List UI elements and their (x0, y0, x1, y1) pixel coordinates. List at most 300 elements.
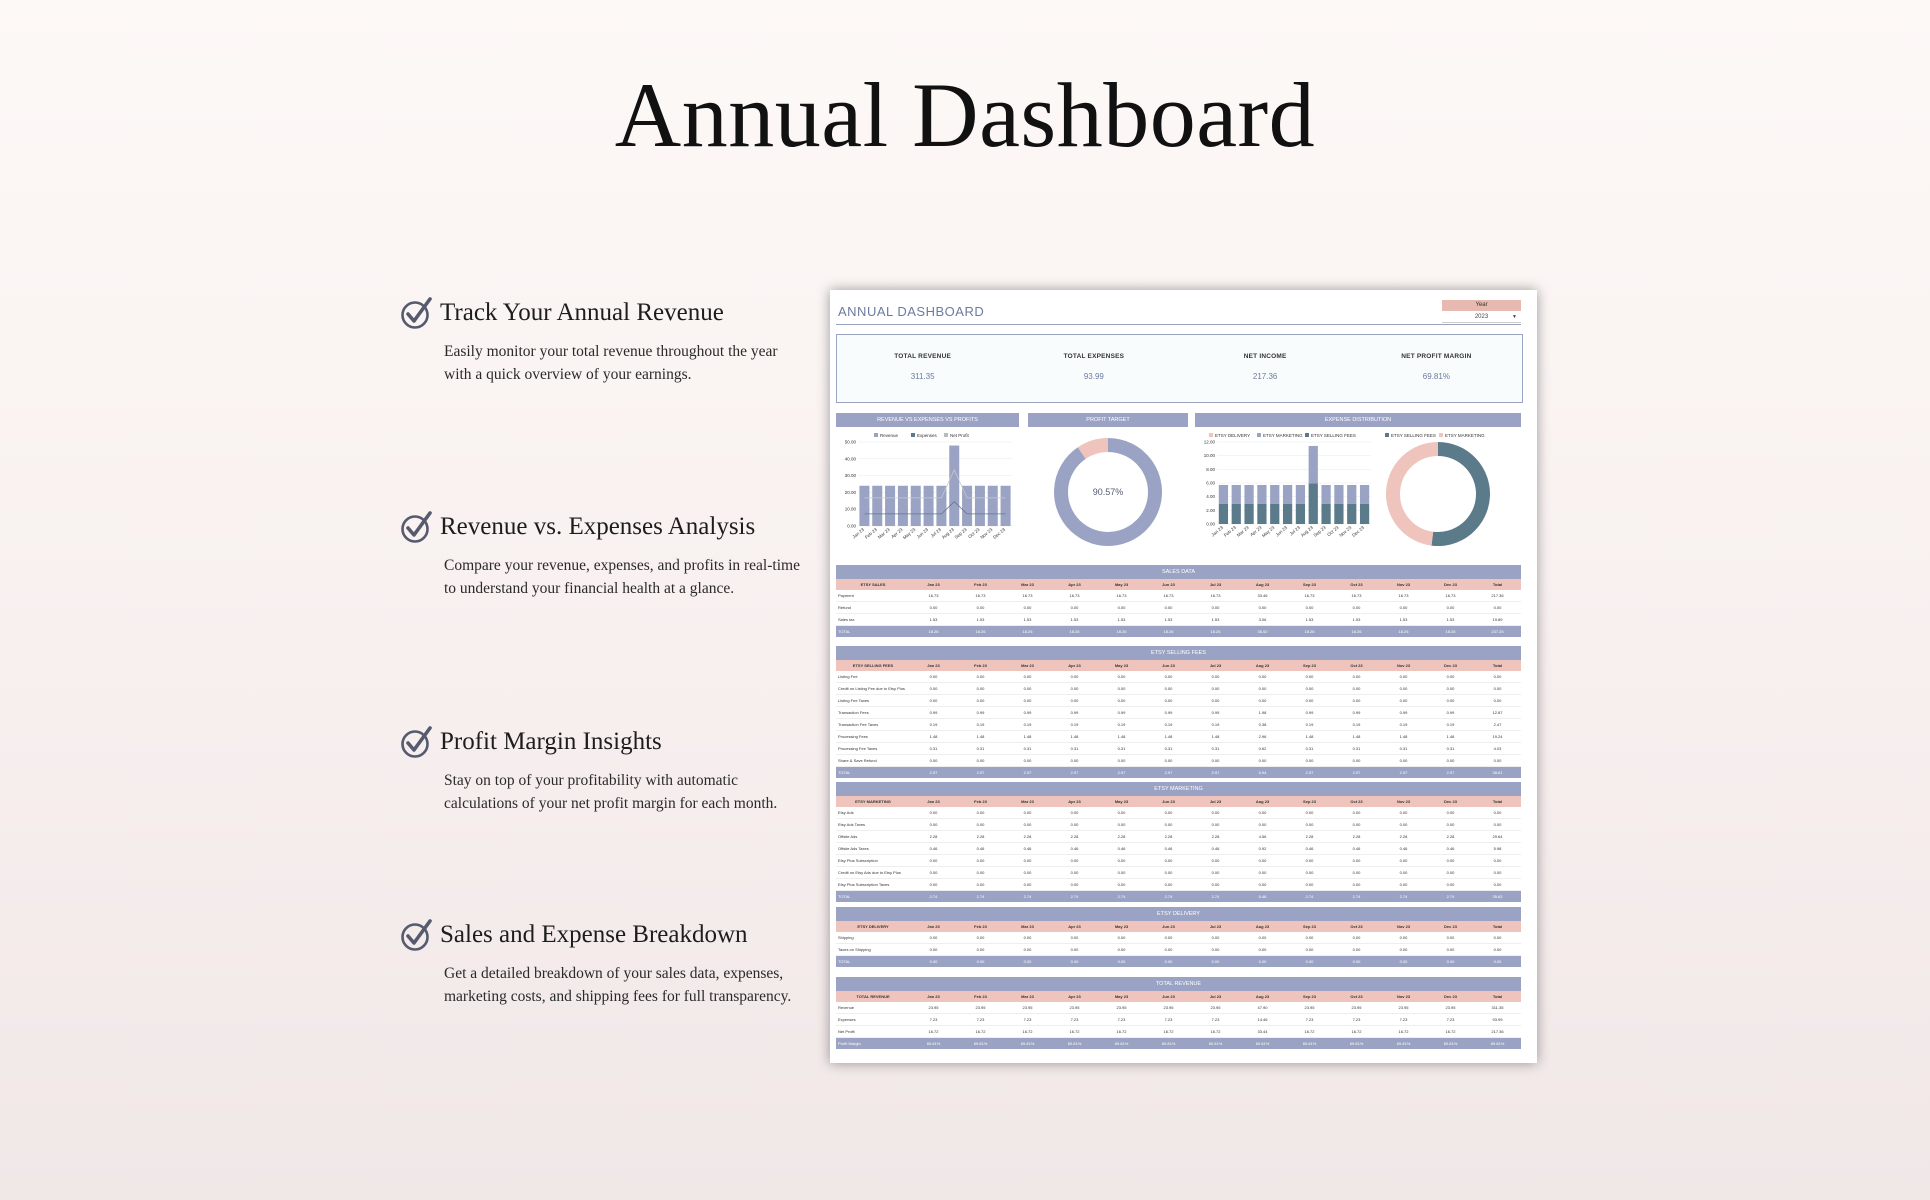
table-cell: 0.00 (1051, 879, 1098, 891)
table-cell: 18.26 (1098, 626, 1145, 638)
table-row (836, 602, 1521, 614)
column-header: Aug 23 (1239, 921, 1286, 932)
table-cell: 0.00 (1004, 695, 1051, 707)
table-cell: 69.81% (1286, 1038, 1333, 1050)
column-header: ETSY SALES (836, 579, 910, 590)
table-cell: 2.96 (1239, 731, 1286, 743)
table-cell: 23.95 (1051, 1002, 1098, 1014)
table-cell: 0.46 (1427, 843, 1474, 855)
table-row (836, 831, 1521, 843)
table-cell: 16.73 (910, 590, 957, 602)
y-tick-label: 10.00 (844, 506, 856, 512)
table-cell: 0.00 (910, 671, 957, 683)
table-cell: 0.00 (1004, 932, 1051, 944)
legend-label: Revenue (880, 433, 899, 438)
y-tick-label: 50.00 (844, 439, 856, 445)
feature-3 (400, 918, 800, 1008)
table-cell: 0.99 (1380, 707, 1427, 719)
y-tick-label: 6.00 (1206, 480, 1215, 486)
row-label: Refund (836, 602, 910, 614)
table-cell: 0.00 (1145, 807, 1192, 819)
section-title: SALES DATA (836, 565, 1521, 579)
table-cell: 23.95 (1380, 1002, 1427, 1014)
table-cell: 0.19 (1051, 719, 1098, 731)
table-cell: 69.81% (1380, 1038, 1427, 1050)
legend-swatch (1439, 433, 1443, 437)
x-tick-label: Feb 23 (1222, 524, 1237, 538)
table-cell: 0.00 (1380, 956, 1427, 968)
expense-bar-segment (1321, 504, 1330, 524)
table-cell: 0.00 (1004, 671, 1051, 683)
column-header: Apr 23 (1051, 991, 1098, 1002)
table-cell: 0.46 (1192, 843, 1239, 855)
table-cell: 69.81% (1098, 1038, 1145, 1050)
table-cell: 2.97 (1004, 767, 1051, 779)
table-cell: 2.74 (1192, 891, 1239, 903)
sheet-title: ANNUAL DASHBOARD (838, 304, 985, 319)
table-row (836, 731, 1521, 743)
table-cell: 0.00 (1098, 855, 1145, 867)
column-header: Jul 23 (1192, 991, 1239, 1002)
legend-label: ETSY DELIVERY (1215, 433, 1251, 438)
table-cell: 2.74 (1051, 891, 1098, 903)
table-cell: 16.73 (1051, 590, 1098, 602)
table-cell: 18.26 (1333, 626, 1380, 638)
table-cell: 1.53 (1004, 614, 1051, 626)
table-cell: 1.53 (957, 614, 1004, 626)
table-cell: 2.28 (1004, 831, 1051, 843)
table-cell: 0.00 (1286, 867, 1333, 879)
column-header: ETSY MARKETING (836, 796, 910, 807)
table-cell: 0.00 (910, 879, 957, 891)
table-cell: 0.00 (1239, 695, 1286, 707)
table-cell: 0.19 (1333, 719, 1380, 731)
column-header: Dec 23 (1427, 921, 1474, 932)
y-tick-label: 0.00 (1206, 521, 1215, 527)
table-cell: 12.87 (1474, 707, 1521, 719)
table-cell: 0.99 (1098, 707, 1145, 719)
table-cell: 0.31 (1380, 743, 1427, 755)
table-cell: 0.00 (1239, 932, 1286, 944)
table-cell: 0.31 (1286, 743, 1333, 755)
legend-label: ETSY MARKETING (1263, 433, 1303, 438)
legend-label: ETSY MARKETING (1445, 433, 1485, 438)
expense-bar-segment (1296, 504, 1305, 524)
table-cell: 7.23 (1286, 1014, 1333, 1026)
column-header: Aug 23 (1239, 796, 1286, 807)
table-cell: 0.00 (1239, 602, 1286, 614)
x-tick-label: Oct 23 (1326, 524, 1340, 538)
legend-label: ETSY SELLING FEES (1311, 433, 1356, 438)
table-cell: 16.73 (1192, 590, 1239, 602)
legend-swatch (874, 433, 878, 437)
table-cell: 0.00 (1333, 671, 1380, 683)
column-header: Total (1474, 921, 1521, 932)
table-cell: 0.00 (1333, 819, 1380, 831)
table-cell: 19.24 (1474, 731, 1521, 743)
table-cell: 0.00 (1474, 807, 1521, 819)
column-header: Jan 23 (910, 660, 957, 671)
table-cell: 0.00 (1474, 855, 1521, 867)
expense-bar-segment (1270, 504, 1279, 524)
table-cell: 0.00 (1474, 695, 1521, 707)
row-label: Sales tax (836, 614, 910, 626)
table-cell: 0.00 (910, 855, 957, 867)
column-header: Mar 23 (1004, 579, 1051, 590)
table-cell: 4.56 (1239, 831, 1286, 843)
column-header: Mar 23 (1004, 660, 1051, 671)
table-cell: 23.95 (1145, 1002, 1192, 1014)
table-cell: 0.00 (1004, 879, 1051, 891)
column-header: Oct 23 (1333, 921, 1380, 932)
table-section (836, 907, 1521, 967)
table-cell: 16.72 (1286, 1026, 1333, 1038)
table-cell: 0.99 (1145, 707, 1192, 719)
table-cell: 0.46 (1051, 843, 1098, 855)
table-cell: 0.00 (1145, 867, 1192, 879)
column-header: Nov 23 (1380, 991, 1427, 1002)
x-tick-label: Aug 23 (940, 526, 955, 540)
table-cell: 0.31 (1145, 743, 1192, 755)
kpi-value: 93.99 (1083, 372, 1104, 381)
table-cell: 0.00 (1192, 944, 1239, 956)
table-cell: 93.99 (1474, 1014, 1521, 1026)
table-cell: 0.00 (1380, 855, 1427, 867)
column-header: Nov 23 (1380, 796, 1427, 807)
table-cell: 2.74 (1004, 891, 1051, 903)
legend-swatch (944, 433, 948, 437)
year-select[interactable] (1442, 313, 1521, 323)
table-row (836, 855, 1521, 867)
table-cell: 7.23 (910, 1014, 957, 1026)
table-cell: 0.00 (1286, 695, 1333, 707)
table-cell: 0.00 (910, 867, 957, 879)
table-cell: 2.97 (1051, 767, 1098, 779)
table-cell: 0.00 (1474, 602, 1521, 614)
table-cell: 0.00 (1145, 755, 1192, 767)
title-divider (836, 324, 1521, 325)
table-cell: 2.97 (1380, 767, 1427, 779)
table-cell: 18.26 (1004, 626, 1051, 638)
table-cell: 1.48 (1098, 731, 1145, 743)
table-cell: 7.23 (1004, 1014, 1051, 1026)
table-cell: 0.00 (1380, 932, 1427, 944)
y-tick-label: 2.00 (1206, 507, 1215, 513)
table-cell: 7.23 (957, 1014, 1004, 1026)
column-header: Jun 23 (1145, 991, 1192, 1002)
table-cell: 0.00 (1192, 879, 1239, 891)
table-cell: 3.06 (1239, 614, 1286, 626)
column-header: May 23 (1098, 921, 1145, 932)
table-cell: 2.74 (1380, 891, 1427, 903)
table-cell: 16.72 (1192, 1026, 1239, 1038)
table-cell: 311.35 (1474, 1002, 1521, 1014)
feature-heading (400, 725, 800, 759)
legend-swatch (1209, 433, 1213, 437)
table-cell: 0.46 (910, 843, 957, 855)
table-row (836, 719, 1521, 731)
table-cell: 0.00 (1098, 671, 1145, 683)
table-cell: 69.81% (910, 1038, 957, 1050)
table-cell: 0.00 (1286, 879, 1333, 891)
table-cell: 0.00 (1098, 879, 1145, 891)
table-cell: 0.00 (1286, 755, 1333, 767)
feature-title: Track Your Annual Revenue (440, 299, 724, 326)
table-cell: 23.95 (1286, 1002, 1333, 1014)
table-cell: 0.00 (1004, 755, 1051, 767)
table-cell: 2.28 (910, 831, 957, 843)
table-cell: 0.99 (1333, 707, 1380, 719)
table-cell: 0.00 (1380, 602, 1427, 614)
table-cell: 0.31 (910, 743, 957, 755)
table-row (836, 1002, 1521, 1014)
table-cell: 0.00 (1004, 602, 1051, 614)
table-cell: 2.28 (1286, 831, 1333, 843)
table-cell: 0.99 (957, 707, 1004, 719)
table-cell: 0.00 (1427, 867, 1474, 879)
table-cell: 7.23 (1333, 1014, 1380, 1026)
x-tick-label: Jun 23 (1274, 524, 1289, 538)
table-row (836, 819, 1521, 831)
expense-bar-segment (1309, 446, 1318, 483)
table-cell: 0.00 (1098, 819, 1145, 831)
table-cell: 0.00 (1051, 819, 1098, 831)
table-cell: 2.28 (1333, 831, 1380, 843)
table-cell: 0.00 (957, 695, 1004, 707)
table-cell: 1.53 (1145, 614, 1192, 626)
table-cell: 7.23 (1145, 1014, 1192, 1026)
row-label: Share & Save Refund (836, 755, 910, 767)
column-header: Mar 23 (1004, 921, 1051, 932)
table-cell: 14.46 (1239, 1014, 1286, 1026)
table-cell: 217.36 (1474, 1026, 1521, 1038)
data-table (836, 579, 1521, 637)
column-header: Aug 23 (1239, 660, 1286, 671)
column-header: Apr 23 (1051, 796, 1098, 807)
table-cell: 0.00 (1051, 855, 1098, 867)
x-tick-label: Mar 23 (1235, 524, 1250, 538)
table-cell: 0.19 (1145, 719, 1192, 731)
table-cell: 1.48 (1427, 731, 1474, 743)
table-row (836, 891, 1521, 903)
revenue-bar (962, 486, 972, 526)
row-label: Revenue (836, 1002, 910, 1014)
x-tick-label: Nov 23 (1338, 524, 1353, 538)
table-cell: 0.00 (1051, 755, 1098, 767)
table-cell: 0.00 (957, 671, 1004, 683)
table-cell: 0.46 (1333, 843, 1380, 855)
x-tick-label: Jul 23 (929, 526, 943, 539)
table-cell: 0.00 (910, 944, 957, 956)
table-cell: 0.00 (957, 755, 1004, 767)
column-header: Jan 23 (910, 796, 957, 807)
column-header: Oct 23 (1333, 660, 1380, 671)
table-cell: 0.00 (1380, 867, 1427, 879)
table-cell: 16.73 (1380, 590, 1427, 602)
expense-bar-segment (1232, 504, 1241, 524)
donut-slice (1432, 449, 1483, 539)
table-cell: 16.72 (1427, 1026, 1474, 1038)
table-cell: 0.00 (1239, 807, 1286, 819)
column-header: May 23 (1098, 796, 1145, 807)
table-cell: 217.36 (1474, 590, 1521, 602)
column-header: Feb 23 (957, 796, 1004, 807)
table-cell: 4.03 (1474, 743, 1521, 755)
table-cell: 0.00 (1333, 944, 1380, 956)
table-cell: 0.00 (1380, 944, 1427, 956)
table-cell: 0.00 (1145, 695, 1192, 707)
x-tick-label: Apr 23 (890, 526, 904, 540)
legend-label: Net Profit (950, 433, 969, 438)
table-cell: 0.00 (1474, 879, 1521, 891)
table-cell: 0.00 (1192, 671, 1239, 683)
table-cell: 0.00 (1051, 807, 1098, 819)
table-cell: 0.00 (1239, 683, 1286, 695)
column-header: May 23 (1098, 660, 1145, 671)
table-cell: 0.00 (910, 819, 957, 831)
table-cell: 0.00 (1333, 602, 1380, 614)
column-header: Jan 23 (910, 579, 957, 590)
table-cell: 0.00 (1427, 855, 1474, 867)
table-cell: 18.26 (1192, 626, 1239, 638)
table-cell: 0.00 (1098, 602, 1145, 614)
kpi-value: 311.35 (910, 372, 935, 381)
table-cell: 0.00 (1192, 755, 1239, 767)
column-header: Jun 23 (1145, 579, 1192, 590)
table-cell: 0.31 (957, 743, 1004, 755)
table-cell: 237.25 (1474, 626, 1521, 638)
table-cell: 0.00 (1380, 755, 1427, 767)
profit-target-value: 90.57% (1092, 487, 1124, 497)
column-header: Total (1474, 660, 1521, 671)
column-header: Jun 23 (1145, 796, 1192, 807)
table-cell: 0.00 (1333, 932, 1380, 944)
row-label: Profit Margin (836, 1038, 910, 1050)
table-cell: 0.00 (1098, 932, 1145, 944)
table-header-row (836, 660, 1521, 671)
expense-bar-segment (1232, 485, 1241, 504)
table-cell: 16.72 (1051, 1026, 1098, 1038)
y-tick-label: 30.00 (844, 473, 856, 479)
table-cell: 69.81% (1192, 1038, 1239, 1050)
column-header: Nov 23 (1380, 660, 1427, 671)
table-cell: 0.00 (1192, 819, 1239, 831)
table-cell: 0.00 (1333, 755, 1380, 767)
row-label: Credit on Listing Fee due to Etsy Plus (836, 683, 910, 695)
table-cell: 0.00 (1333, 956, 1380, 968)
table-cell: 0.00 (1004, 819, 1051, 831)
revenue-bar (988, 486, 998, 526)
table-cell: 2.28 (1380, 831, 1427, 843)
expense-bar-segment (1244, 485, 1253, 504)
table-cell: 69.81% (1004, 1038, 1051, 1050)
column-header: Nov 23 (1380, 921, 1427, 932)
column-header: Sep 23 (1286, 796, 1333, 807)
feature-description: Compare your revenue, expenses, and profits in real-time to understand your financial health at a glance. (444, 557, 800, 597)
table-cell: 0.00 (957, 879, 1004, 891)
row-label: Payment (836, 590, 910, 602)
table-cell: 0.00 (1474, 944, 1521, 956)
table-cell: 0.00 (1286, 944, 1333, 956)
table-cell: 0.00 (1474, 867, 1521, 879)
column-header: Apr 23 (1051, 921, 1098, 932)
table-cell: 0.00 (1333, 867, 1380, 879)
table-cell: 0.31 (1004, 743, 1051, 755)
column-header: Nov 23 (1380, 579, 1427, 590)
table-cell: 7.23 (1192, 1014, 1239, 1026)
column-header: Aug 23 (1239, 991, 1286, 1002)
expense-bar-segment (1283, 485, 1292, 504)
row-label: Shipping (836, 932, 910, 944)
section-title: TOTAL REVENUE (836, 977, 1521, 991)
table-cell: 0.46 (1145, 843, 1192, 855)
x-tick-label: Oct 23 (967, 526, 981, 540)
revenue-bar (1001, 486, 1011, 526)
expense-bar-segment (1219, 485, 1228, 504)
table-cell: 2.28 (1098, 831, 1145, 843)
table-cell: 0.00 (1333, 879, 1380, 891)
year-value: 2023 (1474, 314, 1489, 320)
table-cell: 18.26 (910, 626, 957, 638)
table-row (836, 671, 1521, 683)
table-cell: 1.48 (1051, 731, 1098, 743)
column-header: Jan 23 (910, 921, 957, 932)
table-row (836, 743, 1521, 755)
y-tick-label: 20.00 (844, 489, 856, 495)
table-cell: 0.00 (1239, 855, 1286, 867)
kpi-card (1180, 335, 1351, 402)
table-cell: 0.00 (1427, 683, 1474, 695)
feature-description: Easily monitor your total revenue throughout the year with a quick overview of your earnings. (444, 343, 778, 383)
table-cell: 0.19 (910, 719, 957, 731)
table-cell: 0.00 (910, 956, 957, 968)
x-tick-label: Apr 23 (1249, 524, 1263, 538)
row-label: Offsite Ads Taxes (836, 843, 910, 855)
table-cell: 0.31 (1333, 743, 1380, 755)
column-header: Oct 23 (1333, 991, 1380, 1002)
table-cell: 2.97 (1286, 767, 1333, 779)
x-tick-label: Jun 23 (915, 526, 930, 540)
revenue-bar (885, 486, 895, 526)
check-circle-icon (400, 510, 434, 544)
table-cell: 2.28 (1145, 831, 1192, 843)
table-cell: 0.46 (957, 843, 1004, 855)
table-cell: 0.00 (1051, 683, 1098, 695)
dashboard-sheet (830, 290, 1537, 1063)
column-header: Feb 23 (957, 579, 1004, 590)
table-header-row (836, 991, 1521, 1002)
revenue-bar (859, 486, 869, 526)
row-label: TOTAL (836, 767, 910, 779)
table-cell: 0.00 (957, 807, 1004, 819)
table-section (836, 782, 1521, 902)
table-cell: 0.00 (1427, 755, 1474, 767)
table-cell: 0.00 (1098, 807, 1145, 819)
row-label: TOTAL (836, 956, 910, 968)
table-cell: 0.00 (1286, 932, 1333, 944)
expense-bar-segment (1347, 504, 1356, 524)
table-cell: 0.00 (1192, 683, 1239, 695)
revenue-bar (924, 486, 934, 526)
kpi-panel (836, 334, 1523, 403)
feature-1 (400, 510, 800, 600)
data-table (836, 796, 1521, 902)
table-cell: 0.99 (1004, 707, 1051, 719)
y-tick-label: 4.00 (1206, 494, 1215, 500)
column-header: Sep 23 (1286, 991, 1333, 1002)
legend-swatch (1305, 433, 1309, 437)
column-header: Oct 23 (1333, 579, 1380, 590)
